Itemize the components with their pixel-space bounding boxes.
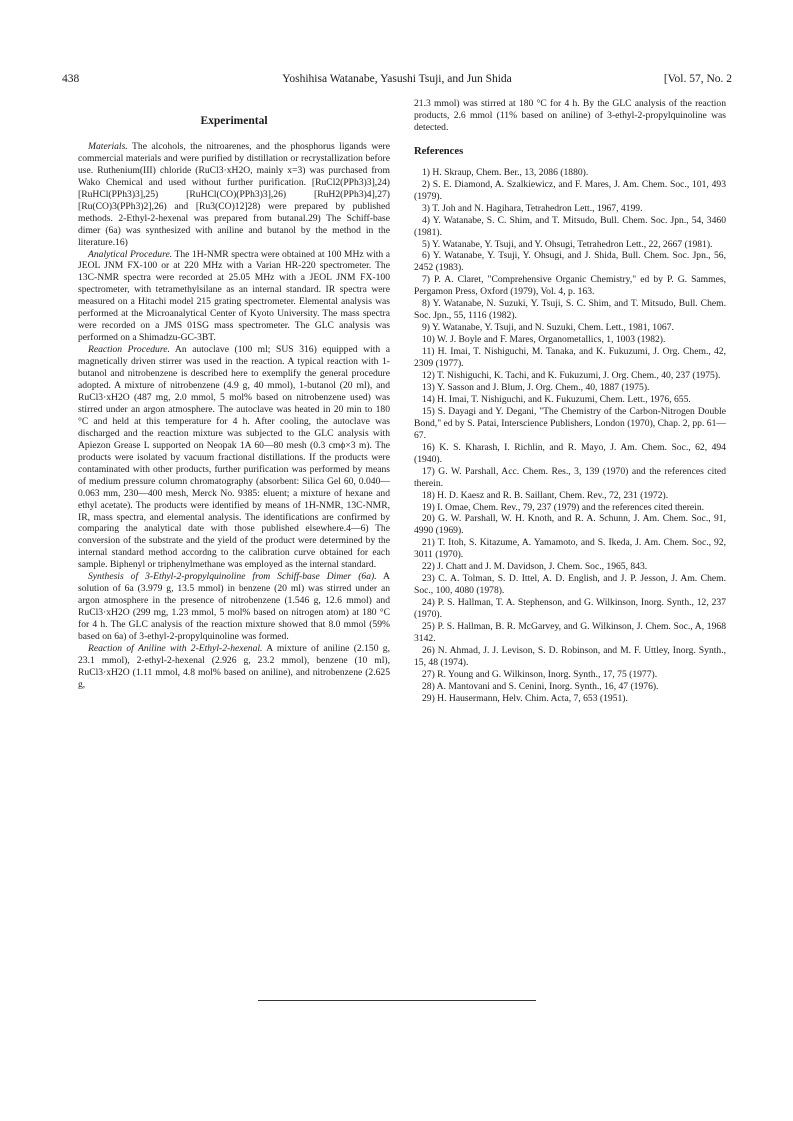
reference-item: 9) Y. Watanabe, Y. Tsuji, and N. Suzuki, Chem. Lett., 1981, 1067. (422, 322, 674, 334)
references-list (414, 167, 726, 705)
reference-item: 25) P. S. Hallman, B. R. McGarvey, and G. Wilkinson, J. Chem. Soc., A, 1968 3142. (414, 621, 726, 644)
analytical-paragraph (78, 249, 390, 345)
reaction-paragraph (78, 344, 390, 571)
synthesis-heading: Synthesis of 3-Ethyl-2-propylquinoline from Schiff-base Dimer (6a). (88, 571, 377, 583)
running-authors: Yoshihisa Watanabe, Yasushi Tsuji, and Jun Shida (282, 73, 512, 85)
reference-item: 17) G. W. Parshall, Acc. Chem. Res., 3, 139 (1970) and the references cited therein. (414, 465, 726, 489)
reference-item: 5) Y. Watanabe, Y. Tsuji, and Y. Ohsugi, Tetrahedron Lett., 22, 2667 (1981). (422, 238, 713, 250)
materials-text: The alcohols, the nitroarenes, and the phosphorus ligands were commercial materials and were purified by distillation or recrystallization before use. Ruthenium(III) chloride (RuCl3·xH2O, mainly x=3) was purchased from Wako Chemical and used without further purification. [RuCl2(PPh3)3],24) [RuHCl(PPh3)3],25) [RuHCl(CO)(PPh3)3],26) [RuH2(PPh3)4],27) [Ru(CO)3(PPh3)2],26) and [Ru3(CO)12]28) were prepared by published methods. 2-Ethyl-2-hexenal was prepared from butanal.29) The Schiff-base dimer (6a) was synthesized with aniline and butanol by the method in the literature.16) (78, 140, 390, 248)
reference-item: 28) A. Mantovani and S. Cenini, Inorg. Synth., 16, 47 (1976). (422, 680, 659, 692)
reference-item: 23) C. A. Tolman, S. D. Ittel, A. D. English, and J. P. Jesson, J. Am. Chem. Soc., 100, 4080 (1978). (414, 573, 726, 597)
end-rule (258, 1000, 536, 1001)
reference-item: 8) Y. Watanabe, N. Suzuki, Y. Tsuji, S. C. Shim, and T. Mitsudo, Bull. Chem. Soc. Jpn., 55, 1116 (1982). (414, 298, 726, 322)
reference-item: 27) R. Young and G. Wilkinson, Inorg. Synth., 17, 75 (1977). (422, 668, 658, 680)
reference-item: 3) T. Joh and N. Hagihara, Tetrahedron Lett., 1967, 4199. (422, 202, 643, 214)
reference-item: 6) Y. Watanabe, Y. Tsuji, Y. Ohsugi, and J. Shida, Bull. Chem. Soc. Jpn., 56, 2452 (1983). (414, 250, 726, 274)
reference-item: 10) W. J. Boyle and F. Mares, Organometallics, 1, 1003 (1982). (422, 334, 666, 346)
reference-item: 16) K. S. Kharash, I. Richlin, and R. Mayo, J. Am. Chem. Soc., 62, 494 (1940). (414, 441, 726, 465)
reference-item: 18) H. D. Kaesz and R. B. Saillant, Chem. Rev., 72, 231 (1972). (422, 489, 669, 501)
reference-item: 21) T. Itoh, S. Kitazume, A. Yamamoto, and S. Ikeda, J. Am. Chem. Soc., 92, 3011 (1970). (414, 537, 726, 561)
aniline-heading: Reaction of Aniline with 2-Ethyl-2-hexenal. (88, 642, 263, 654)
analytical-text: The 1H-NMR spectra were obtained at 100 MHz with a JEOL JNM FX-100 or at 220 MHz with a Varian HR-220 spectrometer. The 13C-NMR spectra were recorded at 25.05 MHz with a JEOL JNM FX-100 spectrometer, with tetramethylsilane as an internal standard. IR spectra were measured on a Hitachi model 215 grating spectrometer. Elemental analysis was performed at the Microanalytical Center of Kyoto University. The mass spectra were recorded on a JMS 01SG mass spectrometer. The GLC analysis was performed on a Shimadzu-GC-3BT. (78, 248, 390, 344)
reference-item: 15) S. Dayagi and Y. Degani, "The Chemistry of the Carbon-Nitrogen Double Bond," ed by S. Patai, Interscience Publishers, London (1970), Chap. 2, pp. 61—67. (414, 405, 726, 441)
running-header (62, 71, 732, 87)
reference-item: 20) G. W. Parshall, W. H. Knoth, and R. A. Schunn, J. Am. Chem. Soc., 91, 4990 (1969). (414, 513, 726, 537)
reference-item: 4) Y. Watanabe, S. C. Shim, and T. Mitsudo, Bull. Chem. Soc. Jpn., 54, 3460 (1981). (414, 214, 726, 238)
analytical-heading: Analytical Procedure. (88, 248, 173, 260)
reference-item: 11) H. Imai, T. Nishiguchi, M. Tanaka, and K. Fukuzumi, J. Org. Chem., 42, 2309 (1977). (414, 346, 726, 370)
reaction-heading: Reaction Procedure. (88, 344, 170, 356)
aniline-paragraph (78, 643, 390, 691)
reference-item: 24) P. S. Hallman, T. A. Stephenson, and G. Wilkinson, Inorg. Synth., 12, 237 (1970). (414, 597, 726, 621)
materials-heading: Materials. (88, 140, 128, 152)
reference-item: 26) N. Ahmad, J. J. Levison, S. D. Robinson, and M. F. Uttley, Inorg. Synth., 15, 48 (1974). (414, 644, 726, 668)
reference-item: 13) Y. Sasson and J. Blum, J. Org. Chem., 40, 1887 (1975). (422, 381, 650, 393)
aniline-text: A mixture of aniline (2.150 g, 23.1 mmol), 2-ethyl-2-hexenal (2.926 g, 23.2 mmol), benzene (10 ml), RuCl3·xH2O (1.11 mmol, 4.8 mol% based on aniline), and nitrobenzene (2.625 g, (78, 642, 390, 690)
reference-item: 12) T. Nishiguchi, K. Tachi, and K. Fukuzumi, J. Org. Chem., 40, 237 (1975). (422, 370, 721, 382)
reference-item: 1) H. Skraup, Chem. Ber., 13, 2086 (1880). (422, 166, 589, 178)
left-column (78, 98, 390, 691)
reference-item: 14) H. Imai, T. Nishiguchi, and K. Fukuzumi, Chem. Lett., 1976, 655. (422, 393, 691, 405)
reference-item: 2) S. E. Diamond, A. Szalkiewicz, and F. Mares, J. Am. Chem. Soc., 101, 493 (1979). (414, 178, 726, 202)
materials-paragraph (78, 141, 390, 249)
synthesis-paragraph (78, 571, 390, 643)
synthesis-text: A solution of 6a (3.979 g, 13.5 mmol) in benzene (20 ml) was stirred under an argon atmosphere in the presence of nitrobenzene (1.546 g, 12.6 mmol) and RuCl3·xH2O (299 mg, 1.23 mmol, 5 mol% based on nitrogen atom) at 180 °C for 4 h. The GLC analysis of the reaction mixture showed that 8.0 mmol (59% based on 6a) of 3-ethyl-2-propylquinoline was formed. (78, 571, 390, 643)
reference-item: 29) H. Hausermann, Helv. Chim. Acta, 7, 653 (1951). (422, 692, 628, 704)
experimental-heading: Experimental (200, 115, 268, 127)
reference-item: 19) I. Omae, Chem. Rev., 79, 237 (1979) and the references cited therein. (422, 501, 705, 513)
page-number: 438 (62, 73, 80, 85)
volume-info: [Vol. 57, No. 2 (663, 73, 732, 85)
reference-item: 7) P. A. Claret, "Comprehensive Organic Chemistry," ed by P. G. Sammes, Pergamon Press, Oxford (1979), Vol. 4, p. 163. (414, 274, 726, 298)
continuation-paragraph: 21.3 mmol) was stirred at 180 °C for 4 h. By the GLC analysis of the reaction products, 2.6 mmol (11% based on aniline) of 3-ethyl-2-propylquinoline was detected. (414, 98, 726, 133)
reaction-text: An autoclave (100 ml; SUS 316) equipped with a magnetically driven stirrer was used in the reaction. A typical reaction with 1-butanol and nitrobenzene is described here to exemplify the general procedure adopted. A mixture of nitrobenzene (4.9 g, 40 mmol), 1-butanol (20 ml), and RuCl3·xH2O (487 mg, 2.0 mmol, 5 mol% based on nitrobenzene used) was stirred under an argon atmosphere. The autoclave was heated in 20 min to 180 °C and held at this temperature for 4 h. After cooling, the autoclave was discharged and the reaction mixture was subjected to the GLC analysis with Apiezon Grease L supported on Neopak 1A 60—80 mesh (0.3 cmϕ×3 m). The products were isolated by vacuum fractional distillations. If the products were contaminated with other products, further purification was performed by means of medium pressure column chromatography (absorbent: Silica Gel 60, 0.040—0.063 mm, 230—400 mesh, Merck No. 9385: eluent; a mixture of hexane and ethyl acetate). The products were identified by means of 1H-NMR, 13C-NMR, IR, mass spectra, and elemental analysis. The identifications are confirmed by comparing the analytical date with those published elsewhere.4—6) The conversion of the substrate and the yield of the product were determined by the internal standard method accordng to the calibration curve obtained for each sample. Biphenyl or triphenylmethane was employed as the internal standard. (78, 344, 390, 571)
reference-item: 22) J. Chatt and J. M. Davidson, J. Chem. Soc., 1965, 843. (422, 561, 648, 573)
right-column (414, 98, 726, 705)
references-heading: References (414, 145, 464, 157)
